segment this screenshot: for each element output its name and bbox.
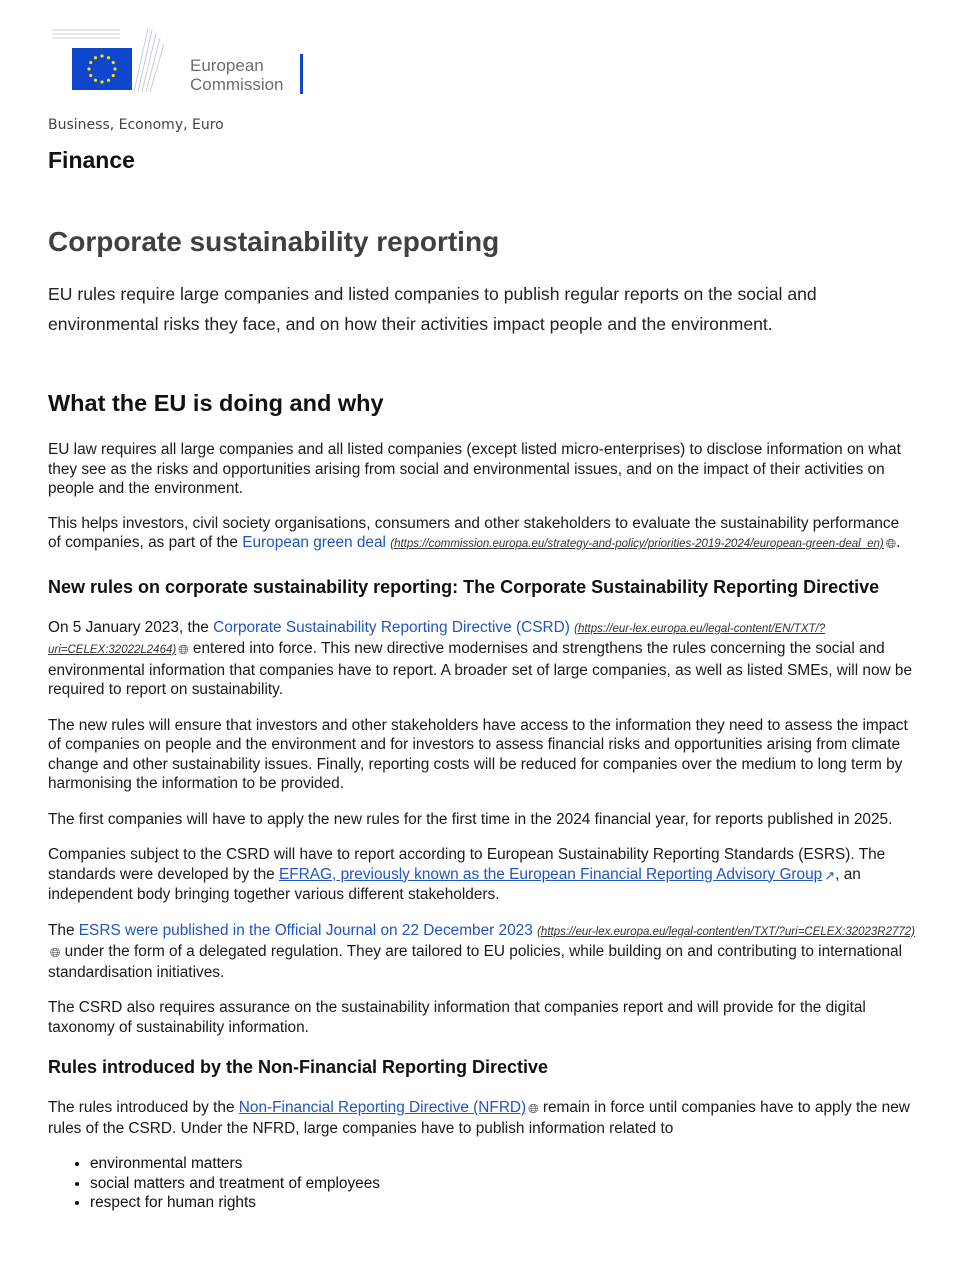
european-commission-logo[interactable] — [48, 26, 308, 96]
flag-star — [112, 74, 115, 77]
csrd-url[interactable]: (https://eur-lex.europa.eu/legal-content/EN/TXT/?uri=CELEX:32022L2464) — [48, 622, 826, 656]
paragraph-assurance: The CSRD also requires assurance on the sustainability information that companies report and will provide for the digital taxonomy of sustainability information. — [48, 999, 866, 1036]
logo-text — [190, 56, 284, 94]
list-item: • social matters and treatment of employees — [90, 1174, 916, 1194]
nfrd-heading: Rules introduced by the Non-Financial Reporting Directive — [48, 1057, 549, 1077]
csrd-link[interactable]: Corporate Sustainability Reporting Directive (CSRD) — [213, 618, 570, 636]
nfrd-link[interactable]: Non-Financial Reporting Directive (NFRD) — [238, 1099, 527, 1116]
flag-star — [94, 56, 97, 59]
flag-star — [113, 67, 116, 70]
paragraph-esrs: Companies subject to the CSRD will have to report according to European Sustainability Reporting Standards (ESRS). The standards were developed by the EFRAG, previously known as the European Financial Reporting Advisory Group ↗, an independent body bringing together various different stakeholders. — [48, 846, 886, 903]
paragraph-new-rules: The new rules will ensure that investors and other stakeholders have access to the information they need to assess the impact of companies on people and the environment and for investors to assess financial risks and opportunities arising from climate change and other sustainability issues. Finally, reporting costs will be reduced for companies over the medium to long term by harmonising the information to be provided. — [48, 716, 908, 792]
logo-line-1: European — [190, 56, 264, 75]
flag-star — [89, 61, 92, 64]
flag-star — [107, 56, 110, 59]
flag-star — [87, 67, 90, 70]
logo-line-2: Commission — [190, 75, 284, 94]
nfrd-list — [48, 1154, 916, 1213]
flag-star — [100, 80, 103, 83]
flag-star — [107, 79, 110, 82]
green-deal-url[interactable]: (https://commission.europa.eu/strategy-and-policy/priorities-2019-2024/european-green-deal_en) — [390, 538, 884, 550]
logo-divider — [300, 54, 303, 94]
globe-icon: 🌐︎ — [178, 642, 189, 657]
intro-paragraph: EU rules require large companies and listed companies to publish regular reports on the social and environmental risks they face, and on how their activities impact people and the environment. — [48, 284, 817, 334]
section-title: Finance — [48, 147, 135, 173]
flag-star — [100, 54, 103, 57]
eu-flag-icon — [48, 26, 168, 92]
paragraph-green-deal: This helps investors, civil society organisations, consumers and other stakeholders to evaluate the sustainability performance of companies, as part of the European green deal (https://commission.europa.eu/strategy-and-policy/priorities-2019-2024/european-green-deal_en) 🌐︎. — [48, 514, 916, 555]
flag-star — [89, 74, 92, 77]
flag-star — [112, 61, 115, 64]
globe-icon: 🌐︎ — [885, 536, 897, 551]
breadcrumb[interactable]: Business, Economy, Euro — [48, 117, 224, 133]
flag-star — [94, 79, 97, 82]
page-title: Corporate sustainability reporting — [48, 226, 500, 257]
content-body — [48, 440, 916, 1213]
flag-field — [72, 48, 132, 90]
esrs-link[interactable]: ESRS were published in the Official Journal on 22 December 2023 — [78, 921, 533, 939]
external-link-icon: ↗ — [824, 867, 836, 883]
what-heading: What the EU is doing and why — [48, 390, 384, 416]
list-item: • environmental matters — [90, 1154, 916, 1174]
esrs-url[interactable]: (https://eur-lex.europa.eu/legal-content/en/TXT/?uri=CELEX:32023R2772) — [537, 925, 916, 938]
green-deal-link[interactable]: European green deal — [242, 534, 386, 551]
paragraph-first-companies: The first companies will have to apply the new rules for the first time in the 2024 financial year, for reports published in 2025. — [48, 810, 893, 828]
paragraph-nfrd: The rules introduced by the Non-Financial Reporting Directive (NFRD) 🌐︎ remain in force until companies have to apply the new rules of the CSRD. Under the NFRD, large companies have to publish information related to — [48, 1099, 910, 1137]
paragraph-esrs-published: The ESRS were published in the Official Journal on 22 December 2023 (https://eur-lex.europa.eu/legal-content/en/TXT/?uri=CELEX:32023R2772)🌐︎ under the form of a delegated regulation. They are tailored to EU policies, while building on and contributing to international standardisation initiatives. — [48, 921, 916, 981]
paragraph-csrd: On 5 January 2023, the Corporate Sustainability Reporting Directive (CSRD) (https://eur-lex.europa.eu/legal-content/EN/TXT/?uri=CELEX:32022L2464) 🌐︎ entered into force. This new directive modernises and strengthens the rules concerning the social and environmental information that companies have to report. A broader set of large companies, as well as listed SMEs, will now be required to report on sustainability. — [48, 618, 913, 698]
efrag-link[interactable]: EFRAG, previously known as the European Financial Reporting Advisory Group — [279, 865, 823, 883]
globe-icon: 🌐︎ — [50, 945, 61, 960]
paragraph-law: EU law requires all large companies and all listed companies (except listed micro-enterprises) to disclose information on what they see as the risks and opportunities arising from social and environmental issues, and on the impact of their activities on people and the environment. — [48, 441, 901, 497]
globe-icon: 🌐︎ — [528, 1101, 539, 1116]
csrd-heading: New rules on corporate sustainability reporting: The Corporate Sustainability Reporting Directive — [48, 576, 880, 597]
list-item: • respect for human rights — [90, 1193, 916, 1213]
